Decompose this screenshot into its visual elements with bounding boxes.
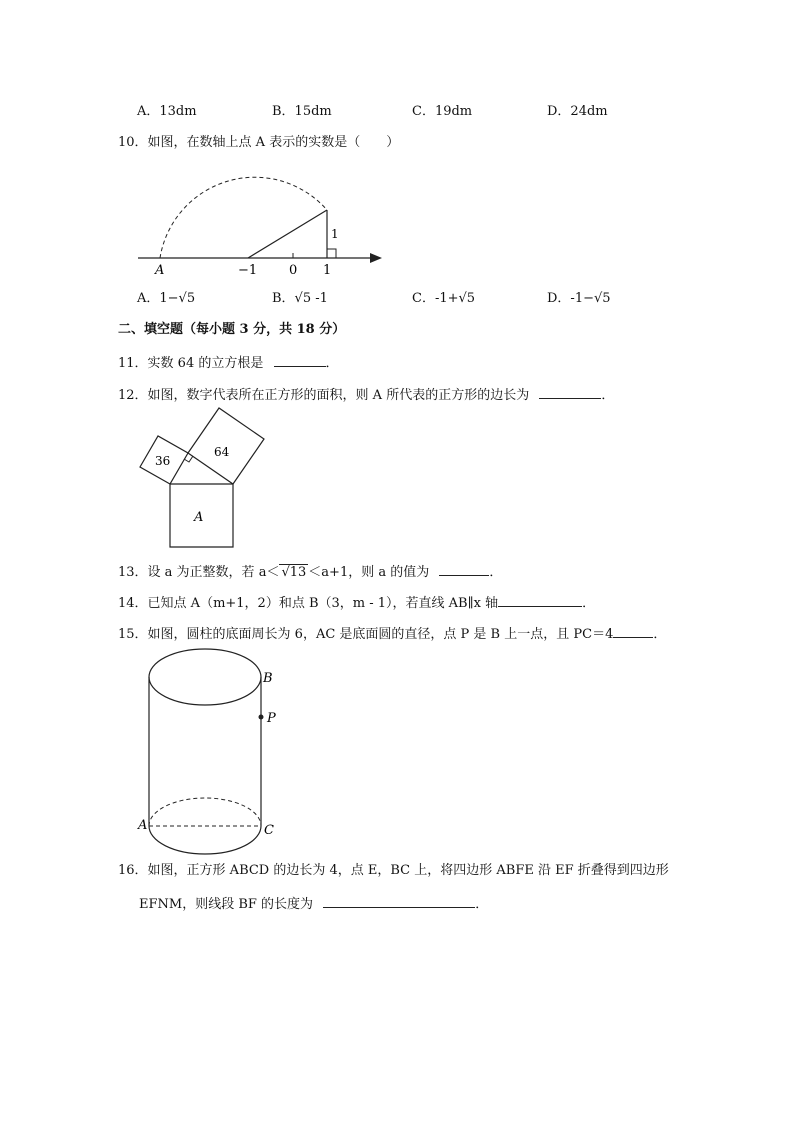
label-neg1: −1 bbox=[238, 263, 258, 278]
q9-option-b: B．15dm bbox=[272, 104, 332, 119]
q12 bbox=[118, 384, 614, 405]
q12-stem: 12．如图，数字代表所在正方形的面积，则 A 所代表的正方形的边长为 bbox=[118, 388, 530, 403]
q13-answer-blank[interactable] bbox=[439, 561, 489, 576]
right-angle-mark bbox=[327, 249, 336, 258]
q11-answer-blank[interactable] bbox=[274, 352, 326, 367]
dashed-arc bbox=[160, 177, 327, 258]
q13 bbox=[118, 561, 502, 582]
q16-line2: EFNM，则线段 BF 的长度为 bbox=[139, 897, 314, 912]
label-0: 0 bbox=[289, 263, 298, 278]
label-A: A bbox=[194, 510, 204, 525]
q13-sqrt-radicand: √13 bbox=[281, 565, 307, 580]
q11-stem: 11．实数 64 的立方根是 bbox=[118, 356, 264, 371]
q15 bbox=[118, 623, 666, 644]
q14 bbox=[118, 592, 595, 613]
label-P: P bbox=[267, 711, 276, 726]
top-ellipse bbox=[149, 649, 261, 705]
q16-line2-container bbox=[139, 893, 488, 914]
q10-option-d: D．-1−√5 bbox=[547, 291, 611, 306]
q11-end: ． bbox=[325, 356, 339, 371]
q15-stem: 15．如图，圆柱的底面周长为 6，AC 是底面圆的直径，点 P 是 B 上一点，且 PC＝4 bbox=[118, 627, 614, 642]
sqrt-icon: √ bbox=[281, 565, 290, 580]
bottom-ellipse-front bbox=[149, 826, 261, 854]
label-C: C bbox=[264, 823, 274, 838]
q12-squares-figure bbox=[136, 410, 266, 550]
label-36: 36 bbox=[155, 454, 171, 468]
section-heading-fill-in: 二、填空题（每小题 3 分，共 18 分） bbox=[118, 322, 346, 337]
q12-end: ． bbox=[601, 388, 615, 403]
q14-end: ． bbox=[582, 596, 596, 611]
axis-arrow-icon bbox=[370, 253, 382, 263]
label-A: A bbox=[155, 263, 165, 278]
q10-stem: 10．如图，在数轴上点 A 表示的实数是（ ） bbox=[118, 135, 400, 150]
q12-answer-blank[interactable] bbox=[539, 384, 601, 399]
q16-answer-blank[interactable] bbox=[323, 893, 475, 908]
q11 bbox=[118, 352, 339, 373]
q14-answer-blank[interactable] bbox=[498, 592, 582, 607]
q13-stem-post: ＜a+1，则 a 的值为 bbox=[308, 565, 430, 580]
q10-option-b: B．√5 -1 bbox=[272, 291, 328, 306]
point-P bbox=[259, 715, 264, 720]
q14-stem: 14．已知点 A（m+1，2）和点 B（3，m - 1），若直线 AB∥x 轴 bbox=[118, 596, 499, 611]
q10-number-line-figure bbox=[130, 160, 390, 280]
bottom-ellipse-back bbox=[149, 798, 261, 826]
q13-end: ． bbox=[489, 565, 503, 580]
label-1: 1 bbox=[323, 263, 332, 278]
q15-answer-blank[interactable] bbox=[613, 623, 653, 638]
label-64: 64 bbox=[214, 445, 230, 459]
q15-end: ． bbox=[653, 627, 667, 642]
q10-option-a: A．1−√5 bbox=[137, 291, 196, 306]
label-height-1: 1 bbox=[331, 227, 339, 241]
q16-line1: 16．如图，正方形 ABCD 的边长为 4，点 E，BC 上，将四边形 ABFE 沿 EF 折叠得到四边形 bbox=[118, 863, 669, 878]
label-B: B bbox=[263, 671, 273, 686]
label-A: A bbox=[138, 818, 148, 833]
q9-option-c: C．19dm bbox=[412, 104, 473, 119]
q9-option-d: D．24dm bbox=[547, 104, 608, 119]
q15-cylinder-figure bbox=[136, 648, 286, 848]
hypotenuse bbox=[248, 210, 327, 258]
q13-stem-pre: 13．设 a 为正整数，若 a＜ bbox=[118, 565, 280, 580]
q9-option-a: A．13dm bbox=[137, 104, 197, 119]
q10-option-c: C．-1+√5 bbox=[412, 291, 476, 306]
q16-end: ． bbox=[475, 897, 489, 912]
